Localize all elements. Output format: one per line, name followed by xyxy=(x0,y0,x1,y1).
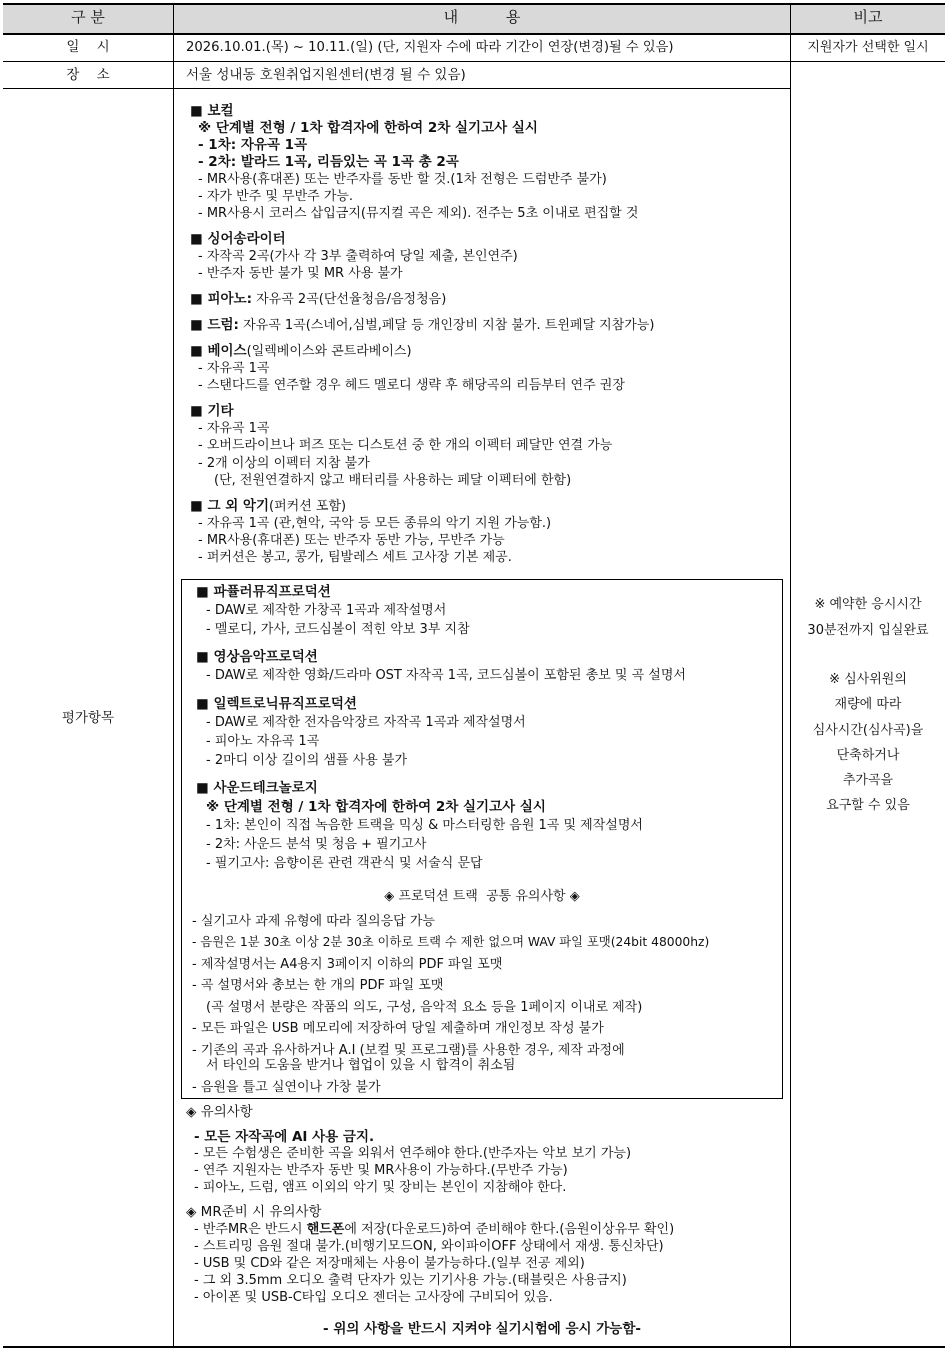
singer-line-1: - 자작곡 2곡(가사 각 3부 출력하여 당일 제출, 본인연주) xyxy=(198,249,518,264)
guitar-line-3: - 2개 이상의 이펙터 지참 불가 xyxy=(198,456,370,471)
common-line-4: - 곡 설명서와 총보는 한 개의 PDF 파일 포맷 xyxy=(192,978,444,993)
common-line-2: - 음원은 1분 30초 이상 2분 30초 이하로 트랙 수 제한 없으며 WAV 파일 포맷(24bit 48000hz) xyxy=(192,935,710,949)
eval-label: 평가항목 xyxy=(61,710,115,726)
common-line-5: (곡 설명서 분량은 작품의 의도, 구성, 음악적 요소 등을 1페이지 이내로 제작) xyxy=(206,1000,643,1015)
other-title-note: (퍼커션 포함) xyxy=(269,499,347,514)
footer-notice: - 위의 사항을 반드시 지켜야 실기시험에 응시 가능함- xyxy=(323,1321,641,1337)
date-row-bottom-border xyxy=(3,61,945,62)
header-content: 내 용 xyxy=(443,8,521,26)
vocal-line-6: - MR사용시 코러스 삽입금지(뮤지컬 곡은 제외). 전주는 5초 이내로 편집할 것 xyxy=(198,206,639,221)
vocal-line-2: - 1차: 자유곡 1곡 xyxy=(198,137,308,153)
guitar-line-1: - 자유곡 1곡 xyxy=(198,421,270,436)
mr-line-1-a: - 반주MR은 반드시 xyxy=(194,1222,307,1237)
common-line-1: - 실기고사 과제 유형에 따라 질의응답 가능 xyxy=(192,914,435,929)
eprod-line-3: - 2마디 이상 길이의 샘플 사용 불가 xyxy=(206,753,408,768)
note-line-7: 추가곡을 xyxy=(842,773,894,788)
piano-title: ■ 피아노: xyxy=(190,291,252,307)
other-line-3: - 퍼커션은 봉고, 콩가, 팀발레스 세트 고사장 기본 제공. xyxy=(198,550,512,565)
common-line-3: - 제작설명서는 A4용지 3페이지 이하의 PDF 파일 포맷 xyxy=(192,957,503,972)
place-label: 장 소 xyxy=(66,67,110,83)
other-title: ■ 그 외 악기 xyxy=(190,498,270,514)
singer-line-2: - 반주자 동반 불가 및 MR 사용 불가 xyxy=(198,266,403,281)
common-title: ◈ 프로덕션 트랙 공통 유의사항 ◈ xyxy=(384,889,580,904)
table-bottom-border xyxy=(3,1346,945,1348)
note-line-2: 30분전까지 입실완료 xyxy=(807,623,929,638)
mr-line-5: - 아이폰 및 USB-C타입 오디오 젠더는 고사장에 구비되어 있음. xyxy=(194,1290,553,1305)
caution-line-1: - 모든 자작곡에 AI 사용 금지. xyxy=(194,1129,375,1145)
piano-line xyxy=(190,291,446,308)
vocal-line-5: - 자가 반주 및 무반주 가능. xyxy=(198,189,354,204)
common-line-7a: - 기존의 곡과 유사하거나 A.I (보컬 및 프로그램)를 사용한 경우, 제작 과정에 xyxy=(192,1043,625,1058)
popprod-title: ■ 파퓰러뮤직프로덕션 xyxy=(196,584,331,600)
drum-text: 자유곡 1곡(스네어,심벌,페달 등 개인장비 지참 불가. 트윈페달 지참가능) xyxy=(243,318,655,333)
common-line-8: - 음원을 틀고 실연이나 가창 불가 xyxy=(192,1080,381,1095)
drum-title: ■ 드럼: xyxy=(190,317,239,333)
vocal-title: ■ 보컬 xyxy=(190,103,234,119)
caution-line-3: - 연주 지원자는 반주자 동반 및 MR사용이 가능하다.(무반주 가능) xyxy=(194,1163,568,1178)
piano-text: 자유곡 2곡(단선율청음/음정청음) xyxy=(256,292,447,307)
eprod-line-1: - DAW로 제작한 전자음악장르 자작곡 1곡과 제작설명서 xyxy=(206,715,526,730)
videoprod-title: ■ 영상음악프로덕션 xyxy=(196,649,318,665)
header-note: 비고 xyxy=(853,8,883,26)
other-title-line xyxy=(190,498,346,515)
table-top-border xyxy=(3,3,945,5)
other-line-1: - 자유곡 1곡 (관,현악, 국악 등 모든 종류의 악기 지원 가능함.) xyxy=(198,516,552,531)
header-category: 구 분 xyxy=(71,8,105,26)
place-row-bottom-border xyxy=(3,88,791,89)
mr-title: ◈ MR준비 시 유의사항 xyxy=(186,1204,322,1220)
guitar-title: ■ 기타 xyxy=(190,403,234,419)
videoprod-line-1: - DAW로 제작한 영화/드라마 OST 자작곡 1곡, 코드심볼이 포함된 총보 및 곡 설명서 xyxy=(206,668,686,683)
eprod-title: ■ 일렉트로닉뮤직프로덕션 xyxy=(196,696,357,712)
popprod-line-1: - DAW로 제작한 가창곡 1곡과 제작설명서 xyxy=(206,603,447,618)
vocal-line-4: - MR사용(휴대폰) 또는 반주자를 동반 할 것.(1차 전형은 드럼반주 불가) xyxy=(198,172,607,187)
mr-line-3: - USB 및 CD와 같은 저장매체는 사용이 불가능하다.(일부 전공 제외) xyxy=(194,1256,585,1271)
note-line-5: 심사시간(심사곡)을 xyxy=(812,723,924,738)
bass-line-1: - 자유곡 1곡 xyxy=(198,361,270,376)
mr-line-1 xyxy=(194,1221,674,1238)
soundtech-line-4: - 필기고사: 음향이론 관련 객관식 및 서술식 문답 xyxy=(206,856,483,871)
header-bottom-border xyxy=(3,33,945,35)
other-line-2: - MR사용(휴대폰) 또는 반주자 동반 가능, 무반주 가능 xyxy=(198,533,505,548)
place-content: 서울 성내동 호원취업지원센터(변경 될 수 있음) xyxy=(186,67,466,83)
caution-title: ◈ 유의사항 xyxy=(186,1104,253,1120)
bass-title-note: (일렉베이스와 콘트라베이스) xyxy=(246,344,412,359)
soundtech-line-2: - 1차: 본인이 직접 녹음한 트랙을 믹싱 & 마스터링한 음원 1곡 및 제작설명서 xyxy=(206,818,643,833)
vocal-line-1: ※ 단계별 전형 / 1차 합격자에 한하여 2차 실기고사 실시 xyxy=(198,120,538,136)
bass-line-2: - 스탠다드를 연주할 경우 헤드 멜로디 생략 후 해당곡의 리듬부터 연주 권장 xyxy=(198,378,625,393)
date-label: 일 시 xyxy=(66,39,110,55)
caution-line-4: - 피아노, 드럼, 앰프 이외의 악기 및 장비는 본인이 지참해야 한다. xyxy=(194,1180,567,1195)
bass-title-line xyxy=(190,343,412,360)
singer-title: ■ 싱어송라이터 xyxy=(190,231,286,247)
common-line-7b: 서 타인의 도움을 받거나 협업이 있을 시 합격이 취소됨 xyxy=(206,1058,516,1073)
popprod-line-2: - 멜로디, 가사, 코드심볼이 적힌 악보 3부 지참 xyxy=(206,622,470,637)
date-note: 지원자가 선택한 일시 xyxy=(807,40,929,55)
mr-line-1-emphasis: 핸드폰 xyxy=(306,1222,345,1237)
soundtech-title: ■ 사운드테크놀로지 xyxy=(196,780,318,796)
mr-line-2: - 스트리밍 음원 절대 불가.(비행기모드ON, 와이파이OFF 상태에서 재생. 통신차단) xyxy=(194,1239,664,1254)
note-line-3: ※ 심사위원의 xyxy=(829,672,907,687)
caution-line-2: - 모든 수험생은 준비한 곡을 외워서 연주해야 한다.(반주자는 악보 보기 가능) xyxy=(194,1146,632,1161)
eprod-line-2: - 피아노 자유곡 1곡 xyxy=(206,734,320,749)
soundtech-line-1: ※ 단계별 전형 / 1차 합격자에 한하여 2차 실기고사 실시 xyxy=(206,799,546,815)
vocal-line-3: - 2차: 발라드 1곡, 리듬있는 곡 1곡 총 2곡 xyxy=(198,154,459,170)
note-line-1: ※ 예약한 응시시간 xyxy=(814,597,922,612)
guitar-line-4: (단, 전원연결하지 않고 배터리를 사용하는 페달 이펙터에 한함) xyxy=(214,473,572,488)
column-divider-1 xyxy=(173,3,174,1347)
common-line-6: - 모든 파일은 USB 메모리에 저장하여 당일 제출하며 개인정보 작성 불가 xyxy=(192,1021,604,1036)
drum-line xyxy=(190,317,654,334)
note-line-4: 재량에 따라 xyxy=(834,697,902,712)
note-line-6: 단축하거나 xyxy=(836,748,900,763)
mr-line-4: - 그 외 3.5mm 오디오 출력 단자가 있는 기기사용 가능.(태블릿은 사용금지) xyxy=(194,1273,627,1288)
date-content: 2026.10.01.(목) ~ 10.11.(일) (단, 지원자 수에 따라 기간이 연장(변경)될 수 있음) xyxy=(186,40,674,55)
bass-title: ■ 베이스 xyxy=(190,343,247,359)
note-line-8: 요구할 수 있음 xyxy=(826,798,910,813)
soundtech-line-3: - 2차: 사운드 분석 및 청음 + 필기고사 xyxy=(206,837,427,852)
guitar-line-2: - 오버드라이브나 퍼즈 또는 디스토션 중 한 개의 이펙터 페달만 연결 가능 xyxy=(198,438,613,453)
mr-line-1-c: 에 저장(다운로드)하여 준비해야 한다.(음원이상유무 확인) xyxy=(344,1222,675,1237)
